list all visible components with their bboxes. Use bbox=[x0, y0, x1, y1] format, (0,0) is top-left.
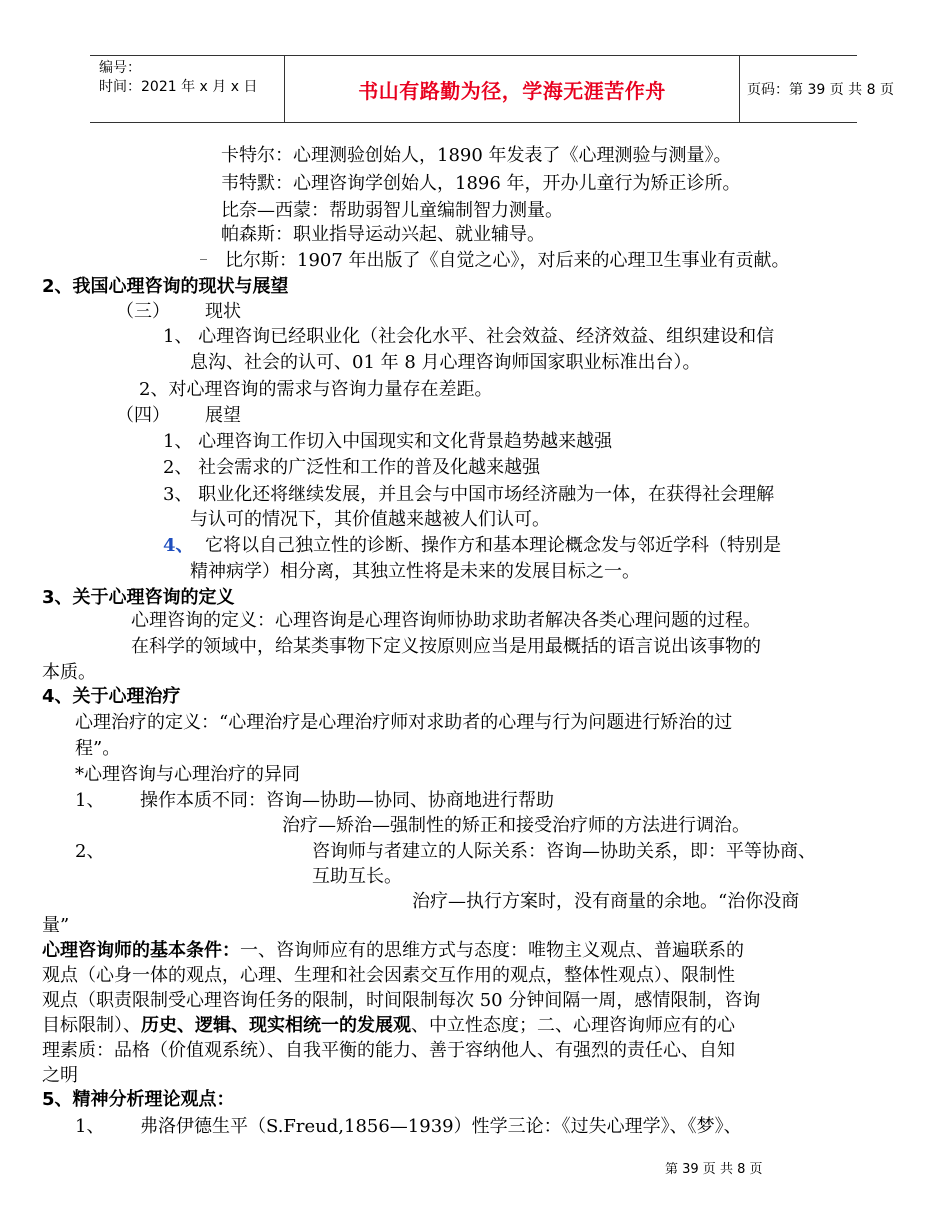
conditions-heading: 心理咨询师的基本条件： bbox=[42, 940, 240, 961]
subsection-number-3: （三） bbox=[116, 301, 170, 322]
therapy-definition-a: 心理治疗的定义：“心理治疗是心理治疗师对求助者的心理与行为问题进行矫治的过 bbox=[75, 712, 733, 733]
outlook-item-4a: 它将以自己独立性的诊断、操作方和基本理论概念发与邻近学科（特别是 bbox=[205, 535, 781, 556]
comparison-1-text: 操作本质不同：咨询—协助—协同、协商地进行帮助 bbox=[140, 790, 554, 811]
comparison-2-therapy-end: 量” bbox=[42, 915, 70, 936]
subsection-title-outlook: 展望 bbox=[205, 405, 241, 426]
outlook-item-1: 1、 心理咨询工作切入中国现实和文化背景趋势越来越强 bbox=[163, 431, 613, 452]
status-item-1b: 息沟、社会的认可、01 年 8 月心理咨询师国家职业标准出台）。 bbox=[190, 352, 701, 373]
header-meta bbox=[90, 56, 285, 122]
line-witmer: 韦特默：心理咨询学创始人，1896 年，开办儿童行为矫正诊所。 bbox=[221, 173, 741, 194]
section-heading-4: 4、关于心理治疗 bbox=[42, 686, 181, 707]
subsection-title-status: 现状 bbox=[205, 301, 241, 322]
comparison-1-number: 1、 bbox=[75, 790, 105, 811]
definition-line-3: 本质。 bbox=[42, 662, 96, 683]
conditions-line-6: 之明 bbox=[42, 1065, 78, 1086]
comparison-2-text-a: 咨询师与者建立的人际关系：咨询—协助关系，即：平等协商、 bbox=[312, 841, 816, 862]
page-footer: 第 39 页 共 8 页 bbox=[665, 1162, 763, 1177]
section-heading-5: 5、精神分析理论观点： bbox=[42, 1089, 235, 1110]
conditions-line-3: 观点（职责限制受心理咨询任务的限制，时间限制每次 50 分钟间隔一周，感情限制，咨询 bbox=[42, 990, 761, 1011]
conditions-bold-phrase: 历史、逻辑、现实相统一的发展观 bbox=[141, 1015, 411, 1036]
outlook-item-3b: 与认可的情况下，其价值越来越被人们认可。 bbox=[190, 509, 550, 530]
outlook-item-4-number: 4、 bbox=[163, 535, 194, 556]
line-binet-simon: 比奈—西蒙：帮助弱智儿童编制智力测量。 bbox=[221, 200, 563, 221]
comparison-2-number: 2、 bbox=[75, 841, 105, 862]
conditions-text-4a: 目标限制）、 bbox=[42, 1015, 141, 1036]
comparison-1-therapy: 治疗—矫治—强制性的矫正和接受治疗师的方法进行调治。 bbox=[282, 815, 750, 836]
status-item-1a: 1、 心理咨询已经职业化（社会化水平、社会效益、经济效益、组织建设和信 bbox=[163, 326, 775, 347]
comparison-2-therapy: 治疗—执行方案时，没有商量的余地。“治你没商 bbox=[412, 891, 800, 912]
definition-line-2: 在科学的领域中，给某类事物下定义按原则应当是用最概括的语言说出该事物的 bbox=[131, 636, 761, 657]
document-time: 时间：2021 年 x 月 x 日 bbox=[99, 79, 258, 95]
subsection-number-4: （四） bbox=[116, 405, 170, 426]
conditions-text-4b: 、中立性态度；二、心理咨询师应有的心 bbox=[411, 1015, 735, 1036]
conditions-line-4 bbox=[42, 1013, 735, 1039]
therapy-definition-b: 程”。 bbox=[75, 738, 121, 759]
section-heading-2: 2、我国心理咨询的现状与展望 bbox=[42, 276, 289, 297]
status-item-2: 2、对心理咨询的需求与咨询力量存在差距。 bbox=[139, 379, 493, 400]
page-header bbox=[90, 55, 894, 123]
document-id-label: 编号： bbox=[99, 60, 141, 76]
line-beers: 比尔斯：1907 年出版了《自觉之心》，对后来的心理卫生事业有贡献。 bbox=[225, 250, 790, 271]
comparison-2-text-b: 互助互长。 bbox=[312, 866, 402, 887]
definition-line-1: 心理咨询的定义：心理咨询是心理咨询师协助求助者解决各类心理问题的过程。 bbox=[131, 610, 761, 631]
bullet-dash bbox=[200, 259, 207, 260]
conditions-line-5: 理素质：品格（价值观系统）、自我平衡的能力、善于容纳他人、有强烈的责任心、自知 bbox=[42, 1040, 735, 1061]
freud-line: 弗洛伊德生平（S.Freud,1856—1939）性学三论：《过失心理学》、《梦》、 bbox=[140, 1116, 742, 1137]
comparison-heading: *心理咨询与心理治疗的异同 bbox=[75, 764, 300, 785]
header-motto: 书山有路勤为径，学海无涯苦作舟 bbox=[285, 56, 740, 122]
line-cattell: 卡特尔：心理测验创始人，1890 年发表了《心理测验与测量》。 bbox=[221, 145, 732, 166]
freud-number: 1、 bbox=[75, 1116, 105, 1137]
outlook-item-3a: 3、 职业化还将继续发展，并且会与中国市场经济融为一体，在获得社会理解 bbox=[163, 484, 775, 505]
header-page-info: 页码：第 39 页 共 8 页 bbox=[747, 82, 894, 98]
conditions-line-1 bbox=[42, 938, 744, 964]
section-heading-3: 3、关于心理咨询的定义 bbox=[42, 587, 235, 608]
outlook-item-2: 2、 社会需求的广泛性和工作的普及化越来越强 bbox=[163, 457, 541, 478]
outlook-item-4b: 精神病学）相分离，其独立性将是未来的发展目标之一。 bbox=[190, 561, 640, 582]
conditions-line-2: 观点（心身一体的观点，心理、生理和社会因素交互作用的观点，整体性观点）、限制性 bbox=[42, 965, 735, 986]
line-parsons: 帕森斯：职业指导运动兴起、就业辅导。 bbox=[221, 224, 545, 245]
conditions-text-1: 一、咨询师应有的思维方式与态度：唯物主义观点、普遍联系的 bbox=[240, 940, 744, 961]
